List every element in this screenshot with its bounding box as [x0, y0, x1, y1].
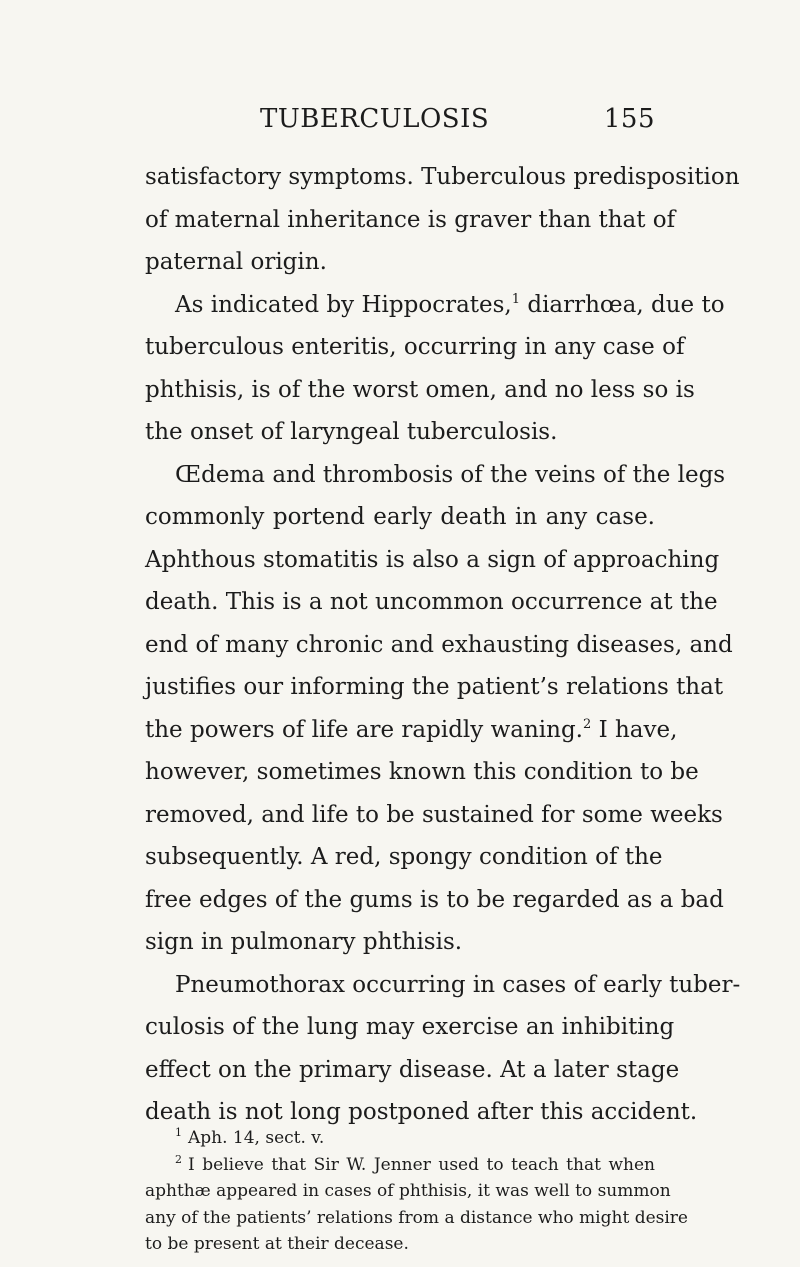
text-line: justifies our informing the patient’s relations that — [145, 674, 724, 700]
footnote-line: to be present at their decease. — [145, 1234, 409, 1255]
text-line: commonly portend early death in any case. — [145, 504, 655, 530]
text-line: Pneumothorax occurring in cases of early tuber- — [175, 971, 741, 998]
footnote-reference: 1 — [511, 291, 521, 307]
page-number: 155 — [603, 104, 655, 134]
footnote-line: aphthæ appeared in cases of phthisis, it was well to summon — [145, 1181, 671, 1202]
running-head — [145, 104, 655, 144]
footnote-2-text: I believe that Sir W. Jenner used to teach that when — [188, 1154, 655, 1175]
footnote-2 — [145, 1152, 655, 1179]
footnote-1-text: Aph. 14, sect. v. — [188, 1128, 325, 1148]
text-line: Aphthous stomatitis is also a sign of approaching — [145, 546, 720, 573]
body-text — [145, 156, 741, 1134]
text-line: however, sometimes known this condition to be — [145, 759, 699, 785]
text-line: tuberculous enteritis, occurring in any case of — [145, 334, 685, 360]
text-line: phthisis, is of the worst omen, and no less so is — [145, 376, 695, 403]
text-line: paternal origin. — [145, 249, 327, 275]
text-line: removed, and life to be sustained for some weeks — [145, 801, 723, 828]
line-fragment: I have, — [591, 716, 678, 743]
line-fragment: diarrhœa, due to — [520, 291, 725, 318]
footnote-1-mark: 1 — [175, 1126, 182, 1139]
text-line — [145, 709, 678, 752]
text-line: death. This is a not uncommon occurrence at the — [145, 589, 718, 615]
text-line: Œdema and thrombosis of the veins of the legs — [175, 461, 726, 488]
text-line: sign in pulmonary phthisis. — [145, 929, 463, 955]
footnote-1 — [145, 1125, 655, 1152]
text-line: subsequently. A red, spongy condition of the — [145, 844, 663, 870]
footnote-reference: 2 — [583, 716, 592, 732]
text-line: free edges of the gums is to be regarded as a bad — [145, 886, 724, 913]
line-fragment: As indicated by Hippocrates, — [175, 291, 512, 318]
text-line: effect on the primary disease. At a later stage — [145, 1056, 680, 1083]
running-title: TUBERCULOSIS — [260, 104, 490, 134]
text-line: the onset of laryngeal tuberculosis. — [145, 419, 558, 445]
text-line: culosis of the lung may exercise an inhibiting — [145, 1014, 675, 1040]
text-line: death is not long postponed after this accident. — [145, 1099, 698, 1125]
footnotes — [145, 1125, 688, 1258]
text-line: satisfactory symptoms. Tuberculous predisposition — [145, 164, 740, 190]
footnote-line: any of the patients’ relations from a distance who might desire — [145, 1207, 688, 1228]
text-line: of maternal inheritance is graver than that of — [145, 206, 676, 233]
text-line — [145, 284, 725, 327]
text-line: end of many chronic and exhausting diseases, and — [145, 631, 733, 658]
footnote-2-mark: 2 — [175, 1152, 182, 1166]
line-fragment: the powers of life are rapidly waning. — [145, 716, 583, 743]
